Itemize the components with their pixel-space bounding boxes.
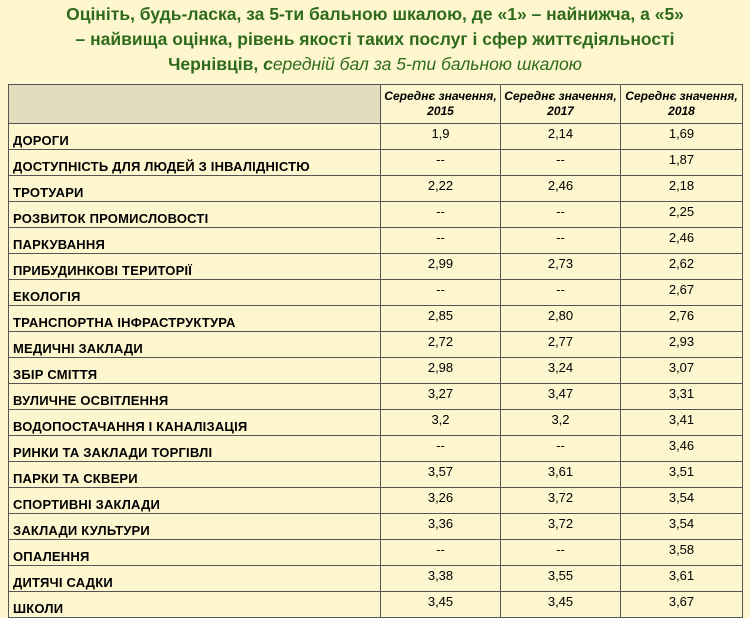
value-2018-cell: 3,46 xyxy=(621,436,743,462)
value-2017-cell: 3,24 xyxy=(501,358,621,384)
value-2017-cell: 3,72 xyxy=(501,488,621,514)
table-row xyxy=(9,436,743,462)
value-2018-cell: 3,54 xyxy=(621,514,743,540)
table-row xyxy=(9,384,743,410)
row-name-cell: ДОСТУПНІСТЬ ДЛЯ ЛЮДЕЙ З ІНВАЛІДНІСТЮ xyxy=(9,150,381,176)
value-2015-cell: 3,38 xyxy=(381,566,501,592)
value-2015-cell: -- xyxy=(381,202,501,228)
table-row xyxy=(9,306,743,332)
value-2017-cell: 3,2 xyxy=(501,410,621,436)
row-name-cell: ВОДОПОСТАЧАННЯ І КАНАЛІЗАЦІЯ xyxy=(9,410,381,436)
value-2015-cell: 3,45 xyxy=(381,592,501,618)
table-row xyxy=(9,176,743,202)
header-2018: Середнє значення, 2018 xyxy=(621,85,743,124)
value-2018-cell: 3,31 xyxy=(621,384,743,410)
row-name-cell: ВУЛИЧНЕ ОСВІТЛЕННЯ xyxy=(9,384,381,410)
table-row xyxy=(9,462,743,488)
row-name-cell: ПРИБУДИНКОВІ ТЕРИТОРІЇ xyxy=(9,254,381,280)
value-2017-cell: 2,77 xyxy=(501,332,621,358)
value-2017-cell: 3,55 xyxy=(501,566,621,592)
value-2018-cell: 1,87 xyxy=(621,150,743,176)
heading-city: Чернівців, xyxy=(168,54,264,74)
value-2017-cell: 3,72 xyxy=(501,514,621,540)
value-2015-cell: -- xyxy=(381,150,501,176)
table-row xyxy=(9,150,743,176)
value-2018-cell: 3,61 xyxy=(621,566,743,592)
value-2018-cell: 2,46 xyxy=(621,228,743,254)
value-2017-cell: -- xyxy=(501,150,621,176)
row-name-cell: СПОРТИВНІ ЗАКЛАДИ xyxy=(9,488,381,514)
value-2018-cell: 2,67 xyxy=(621,280,743,306)
value-2018-cell: 3,51 xyxy=(621,462,743,488)
table-row xyxy=(9,358,743,384)
row-name-cell: ПАРКУВАННЯ xyxy=(9,228,381,254)
table-row xyxy=(9,254,743,280)
row-name-cell: МЕДИЧНІ ЗАКЛАДИ xyxy=(9,332,381,358)
heading-subtitle: ередній бал за 5-ти бальною шкалою xyxy=(272,54,582,74)
heading-line-2: – найвища оцінка, рівень якості таких послуг і сфер життєдіяльності xyxy=(75,29,675,49)
value-2015-cell: -- xyxy=(381,228,501,254)
value-2018-cell: 3,41 xyxy=(621,410,743,436)
table-row xyxy=(9,280,743,306)
table-row xyxy=(9,124,743,150)
value-2015-cell: 3,26 xyxy=(381,488,501,514)
row-name-cell: ЗАКЛАДИ КУЛЬТУРИ xyxy=(9,514,381,540)
value-2015-cell: -- xyxy=(381,436,501,462)
value-2017-cell: 2,46 xyxy=(501,176,621,202)
value-2017-cell: -- xyxy=(501,280,621,306)
row-name-cell: ТРАНСПОРТНА ІНФРАСТРУКТУРА xyxy=(9,306,381,332)
value-2015-cell: 3,2 xyxy=(381,410,501,436)
row-name-cell: ЗБІР СМІТТЯ xyxy=(9,358,381,384)
value-2018-cell: 3,67 xyxy=(621,592,743,618)
value-2018-cell: 2,93 xyxy=(621,332,743,358)
heading-subtitle-initial: с xyxy=(263,54,273,74)
value-2018-cell: 2,25 xyxy=(621,202,743,228)
value-2017-cell: 2,80 xyxy=(501,306,621,332)
slide-heading xyxy=(0,2,750,77)
value-2017-cell: -- xyxy=(501,202,621,228)
value-2015-cell: 2,22 xyxy=(381,176,501,202)
row-name-cell: ПАРКИ ТА СКВЕРИ xyxy=(9,462,381,488)
value-2018-cell: 2,62 xyxy=(621,254,743,280)
table-row xyxy=(9,202,743,228)
value-2015-cell: 3,27 xyxy=(381,384,501,410)
value-2017-cell: -- xyxy=(501,540,621,566)
table-row xyxy=(9,410,743,436)
value-2015-cell: 2,98 xyxy=(381,358,501,384)
value-2018-cell: 3,54 xyxy=(621,488,743,514)
header-2015: Середнє значення, 2015 xyxy=(381,85,501,124)
row-name-cell: ДИТЯЧІ САДКИ xyxy=(9,566,381,592)
value-2015-cell: 2,99 xyxy=(381,254,501,280)
value-2017-cell: 2,73 xyxy=(501,254,621,280)
value-2017-cell: 3,47 xyxy=(501,384,621,410)
value-2015-cell: 1,9 xyxy=(381,124,501,150)
row-name-cell: ДОРОГИ xyxy=(9,124,381,150)
value-2015-cell: -- xyxy=(381,540,501,566)
row-name-cell: РОЗВИТОК ПРОМИСЛОВОСТІ xyxy=(9,202,381,228)
row-name-cell: ШКОЛИ xyxy=(9,592,381,618)
heading-line-3 xyxy=(0,52,750,77)
table-row xyxy=(9,332,743,358)
header-2017: Середнє значення, 2017 xyxy=(501,85,621,124)
value-2018-cell: 3,58 xyxy=(621,540,743,566)
row-name-cell: ТРОТУАРИ xyxy=(9,176,381,202)
value-2017-cell: -- xyxy=(501,436,621,462)
table-body xyxy=(9,124,743,618)
value-2017-cell: 2,14 xyxy=(501,124,621,150)
header-corner-cell xyxy=(9,85,381,124)
value-2018-cell: 1,69 xyxy=(621,124,743,150)
value-2018-cell: 2,18 xyxy=(621,176,743,202)
value-2017-cell: -- xyxy=(501,228,621,254)
row-name-cell: РИНКИ ТА ЗАКЛАДИ ТОРГІВЛІ xyxy=(9,436,381,462)
value-2015-cell: -- xyxy=(381,280,501,306)
value-2018-cell: 3,07 xyxy=(621,358,743,384)
table-row xyxy=(9,592,743,618)
table-header-row xyxy=(9,85,743,124)
table-row xyxy=(9,488,743,514)
value-2015-cell: 2,72 xyxy=(381,332,501,358)
ratings-table xyxy=(8,84,743,618)
value-2017-cell: 3,61 xyxy=(501,462,621,488)
table-row xyxy=(9,514,743,540)
value-2018-cell: 2,76 xyxy=(621,306,743,332)
table-row xyxy=(9,540,743,566)
heading-line-1: Оцініть, будь-ласка, за 5-ти бальною шкалою, де «1» – найнижча, а «5» xyxy=(66,4,684,24)
value-2015-cell: 3,36 xyxy=(381,514,501,540)
table-row xyxy=(9,566,743,592)
value-2015-cell: 2,85 xyxy=(381,306,501,332)
value-2017-cell: 3,45 xyxy=(501,592,621,618)
row-name-cell: ЕКОЛОГІЯ xyxy=(9,280,381,306)
table-row xyxy=(9,228,743,254)
value-2015-cell: 3,57 xyxy=(381,462,501,488)
row-name-cell: ОПАЛЕННЯ xyxy=(9,540,381,566)
